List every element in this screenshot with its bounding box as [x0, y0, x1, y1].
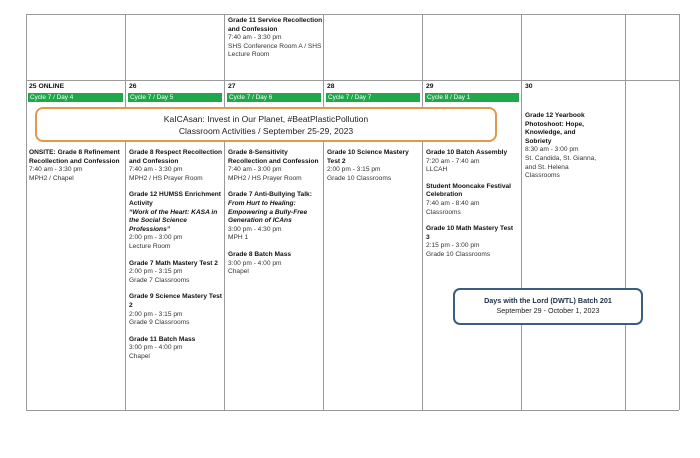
event-title: Grade 8 Batch Mass: [228, 250, 292, 258]
event-time: 2:00 pm - 3:15 pm: [129, 268, 183, 276]
grid-line: [679, 14, 680, 410]
calendar-event: [129, 293, 223, 327]
calendar-event: [129, 336, 223, 362]
week-theme-banner: [35, 107, 497, 142]
event-subtitle: “Work of the Heart: KASA in the Social Science Professions”: [129, 208, 218, 233]
cycle-badge: Cycle 7 / Day 6: [227, 93, 321, 102]
event-time: 3:00 pm - 4:30 pm: [228, 225, 282, 233]
banner-line: Classroom Activities / September 25-29, 2023: [178, 125, 354, 136]
event-title: Grade 7 Anti-Bullying Talk:: [228, 191, 312, 199]
event-title: Grade 7 Math Mastery Test 2: [129, 259, 218, 267]
grid-line: [125, 14, 126, 410]
event-title: Student Mooncake Festival Celebration: [426, 182, 512, 199]
grid-line: [422, 14, 423, 410]
calendar-event: [426, 149, 518, 175]
calendar-event: [228, 251, 322, 277]
event-title: Grade 10 Math Mastery Test 3: [426, 225, 514, 241]
calendar-event: [129, 149, 223, 183]
dwtl-title: Days with the Lord (DWTL) Batch 201: [484, 296, 612, 305]
calendar-event: [228, 191, 322, 243]
grid-line: [26, 80, 679, 81]
event-title: Grade 11 Batch Mass: [129, 335, 196, 343]
day-number: 27: [228, 83, 236, 90]
cycle-badge: Cycle 7 / Day 4: [28, 93, 123, 102]
day-number: 28: [327, 83, 335, 90]
event-time: 3:00 pm - 4:00 pm: [129, 344, 183, 352]
day-number: 29: [426, 83, 434, 90]
event-time: 7:40 am - 3:00 pm: [228, 166, 282, 174]
calendar-event: [327, 149, 415, 183]
event-title: Grade 8-Sensitivity Recollection and Confession: [228, 149, 319, 165]
dwtl-dates: September 29 - October 1, 2023: [496, 306, 600, 315]
event-place: MPH 1: [228, 234, 249, 242]
calendar-grid: [26, 14, 679, 410]
event-time: 7:20 am - 7:40 am: [426, 157, 480, 165]
calendar-event: [426, 183, 518, 217]
grid-line: [323, 14, 324, 410]
day-events: [327, 149, 415, 191]
day-events: [129, 149, 223, 369]
event-time: 2:00 pm - 3:15 pm: [129, 310, 183, 318]
cycle-badge: Cycle 7 / Day 5: [128, 93, 222, 102]
event-title: Grade 8 Respect Recollection and Confession: [129, 149, 223, 165]
event-title: Grade 9 Science Mastery Test 2: [129, 293, 222, 309]
banner-line: KaICAsan: Invest in Our Planet, #BeatPlasticPollution: [163, 114, 369, 124]
grid-line: [224, 14, 225, 410]
event-place: Chapel: [228, 268, 249, 276]
event-title: ONSITE: Grade 8 Refinement Recollection and Confession: [29, 149, 120, 165]
event-title: Grade 10 Science Mastery Test 2: [327, 149, 409, 165]
calendar-event: [29, 149, 124, 183]
event-subtitle: From Hurt to Healing: Empowering a Bully-Free Generation of ICAns: [228, 199, 308, 225]
event-title: Grade 12 HUMSS Enrichment Activity: [129, 191, 221, 207]
calendar-event: [129, 191, 223, 251]
event-time: 7:40 am - 8:40 am: [426, 199, 480, 207]
cycle-badge: Cycle 7 / Day 7: [326, 93, 420, 102]
top-row-event: [228, 17, 323, 60]
event-place: MPH2 / Chapel: [29, 174, 74, 182]
event-place: MPH2 / HS Prayer Room: [129, 174, 203, 182]
calendar-event: [129, 260, 223, 286]
event-place: Grade 7 Classrooms: [129, 276, 190, 284]
calendar-event: [426, 225, 518, 259]
event-place: SHS Conference Room A / SHS Lecture Room: [228, 42, 322, 59]
day-number: 30: [525, 83, 533, 90]
grid-line: [521, 14, 522, 410]
event-time: 7:40 am - 3:30 pm: [129, 166, 183, 174]
event-time: 2:00 pm - 3:15 pm: [327, 166, 381, 174]
event-place: Grade 10 Classrooms: [327, 174, 392, 182]
dwtl-callout: [453, 288, 643, 325]
event-place: Grade 9 Classrooms: [129, 319, 190, 327]
grid-line: [26, 14, 27, 410]
grid-line: [26, 14, 679, 15]
day-events: [525, 112, 603, 189]
grid-line: [625, 14, 626, 410]
event-title: Grade 10 Batch Assembly: [426, 149, 508, 156]
day-events: [29, 149, 124, 191]
event-place: Chapel: [129, 352, 150, 360]
calendar-event: [525, 112, 603, 181]
event-time: 2:00 pm - 3:00 pm: [129, 234, 183, 242]
day-number: 26: [129, 83, 137, 90]
event-time: 7:40 am - 3:30 pm: [228, 34, 282, 42]
event-title: Grade 11 Service Recollection and Confession: [228, 17, 323, 33]
event-place: LLCAH: [426, 166, 448, 174]
day-events: [426, 149, 518, 268]
event-place: St. Candida, St. Gianna, and St. Helena Classrooms: [525, 154, 597, 180]
event-time: 7:40 am - 3:30 pm: [29, 166, 83, 174]
event-title: Grade 12 Yearbook Photoshoot: Hope, Knowledge, and Sobriety: [525, 112, 585, 145]
event-place: Lecture Room: [129, 242, 171, 250]
cycle-badge: Cycle 8 / Day 1: [425, 93, 519, 102]
event-place: MPH2 / HS Prayer Room: [228, 174, 302, 182]
calendar-event: [228, 149, 322, 183]
event-time: 8:30 am - 3:00 pm: [525, 146, 579, 154]
event-place: Classrooms: [426, 208, 461, 216]
grid-line: [26, 410, 679, 411]
day-number: 25 ONLINE: [29, 83, 65, 90]
event-time: 2:15 pm - 3:00 pm: [426, 242, 480, 250]
day-events: [228, 149, 322, 285]
event-place: Grade 10 Classrooms: [426, 250, 491, 258]
event-time: 3:00 pm - 4:00 pm: [228, 259, 282, 267]
